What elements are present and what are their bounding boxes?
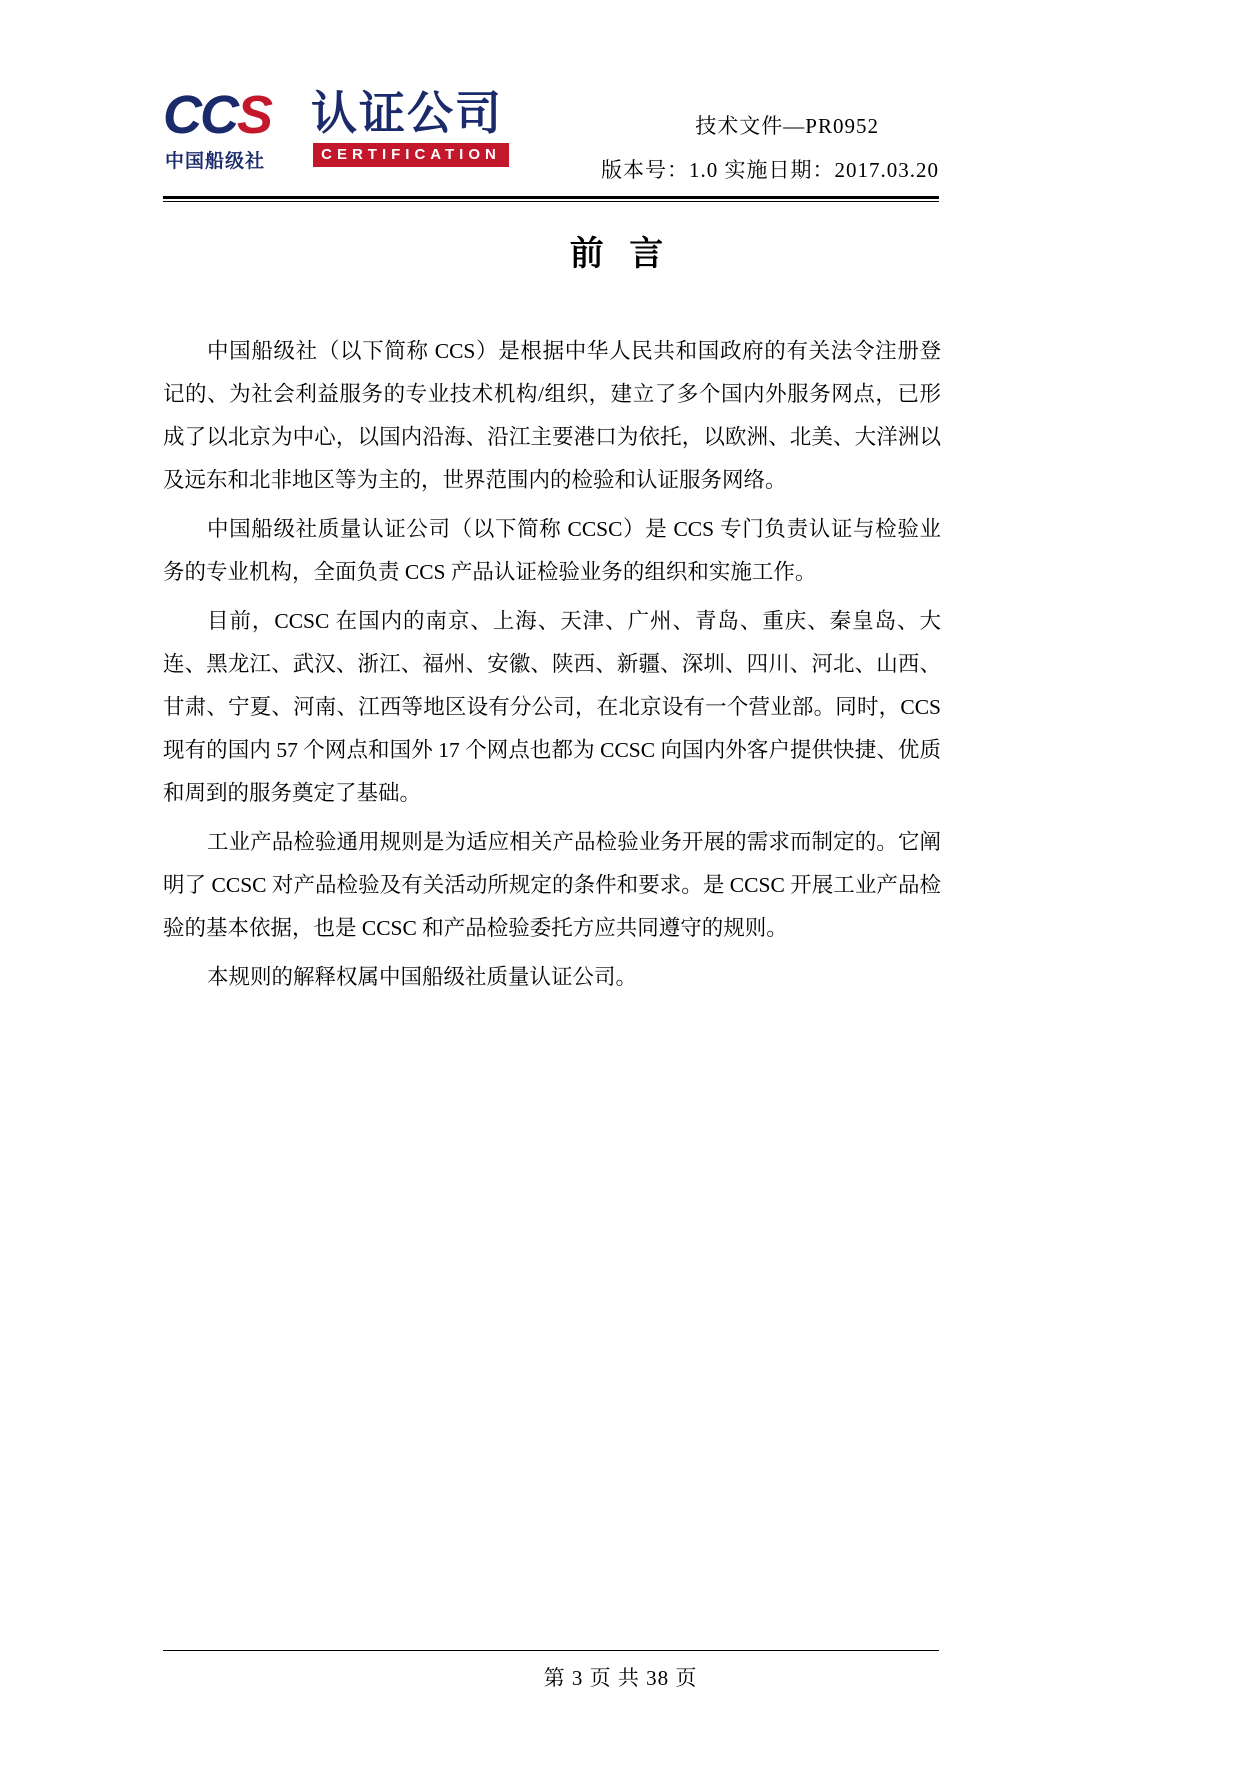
logo-ccs-text [163, 85, 272, 145]
paragraph: 工业产品检验通用规则是为适应相关产品检验业务开展的需求而制定的。它阐明了 CCSC 对产品检验及有关活动所规定的条件和要求。是 CCSC 开展工业产品检验的基本依据，也是 CCSC 和产品检验委托方应共同遵守的规则。 [163, 830, 941, 940]
header-divider [163, 196, 939, 202]
logo-ccs-s: S [237, 85, 272, 145]
paragraph: 目前，CCSC 在国内的南京、上海、天津、广州、青岛、重庆、秦皇岛、大连、黑龙江、武汉、浙江、福州、安徽、陕西、新疆、深圳、四川、河北、山西、甘肃、宁夏、河南、江西等地区设有分公司，在北京设有一个营业部。同时，CCS 现有的国内 57 个网点和国外 17 个网点也都为 CCSC 向国内外客户提供快捷、优质和周到的服务奠定了基础。 [163, 609, 941, 805]
paragraph: 中国船级社（以下简称 CCS）是根据中华人民共和国政府的有关法令注册登记的、为社会利益服务的专业技术机构/组织，建立了多个国内外服务网点，已形成了以北京为中心，以国内沿海、沿江主要港口为依托，以欧洲、北美、大洋洲以及远东和北非地区等为主的，世界范围内的检验和认证服务网络。 [163, 339, 941, 492]
paragraph: 本规则的解释权属中国船级社质量认证公司。 [207, 965, 638, 989]
logo-certification-band: CERTIFICATION [313, 143, 509, 167]
logo-chinese-title: 认证公司 [311, 87, 503, 139]
paragraph: 中国船级社质量认证公司（以下简称 CCSC）是 CCS 专门负责认证与检验业务的专业机构，全面负责 CCS 产品认证检验业务的组织和实施工作。 [163, 517, 941, 584]
header-version-date: 版本号：1.0 实施日期：2017.03.20 [601, 158, 939, 182]
ccs-logo [163, 85, 508, 173]
page-title: 前 言 [569, 235, 672, 273]
logo-chinese-name: 中国船级社 [165, 151, 266, 172]
header-doc-code: 技术文件—PR0952 [695, 114, 879, 138]
document-body [163, 330, 941, 1005]
logo-ccs-cc: CC [163, 85, 237, 145]
page-header [163, 85, 939, 193]
page-footer: 第 3 页 共 38 页 [543, 1666, 698, 1690]
header-meta [601, 110, 939, 184]
footer-divider [163, 1650, 939, 1651]
